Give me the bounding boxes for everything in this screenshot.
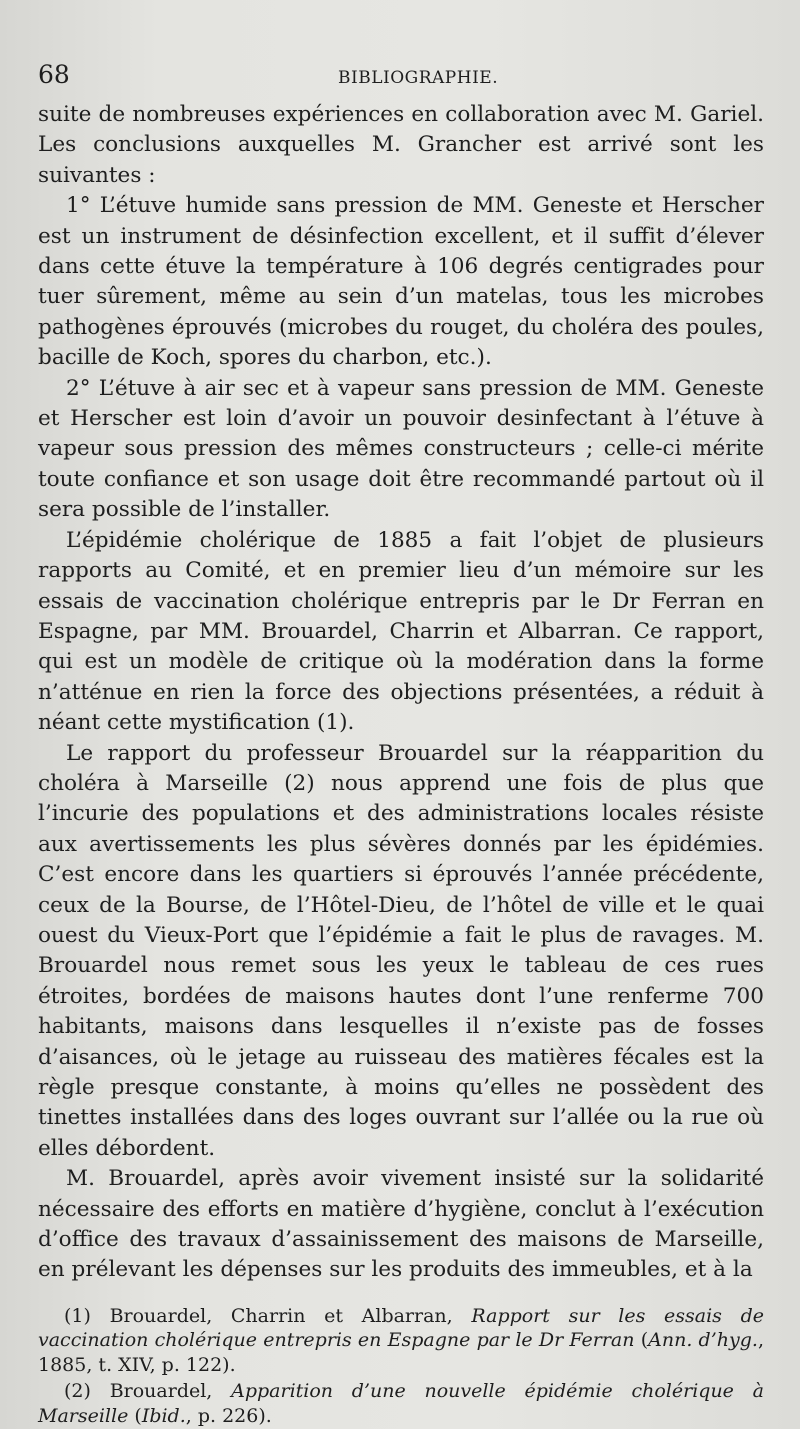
footnote-details: , 1885, t. XIV, p. 122).	[38, 1329, 764, 1376]
footnote-source: Ibid.	[141, 1404, 186, 1427]
paragraph-dry-air-sterilizer: 2° L’étuve à air sec et à vapeur sans pression de MM. Geneste et Herscher est loin d’avoir un pouvoir desinfectant à l’étuve à vapeur sous pression des mêmes constructeurs ; celle-ci mérite toute confiance et son usage doit être recommandé partout où il sera possible de l’installer.	[38, 375, 764, 523]
footnote-source-open: (	[134, 1404, 142, 1427]
footnote-authors: Brouardel,	[109, 1380, 213, 1403]
paragraph-marseille-report: Le rapport du professeur Brouardel sur la réapparition du choléra à Marseille (2) nous apprend une fois de plus que l’incurie des populations et des administrations locales résiste aux avertissements les plus sévères donnés par les épidémies. C’est encore dans les quartiers si éprouvés l’année précédente, ceux de la Bourse, de l’Hôtel-Dieu, de l’hôtel de ville et le quai ouest du Vieux-Port que l’épidémie a fait le plus de ravages. M. Brouardel nous remet sous les yeux le tableau de ces rues étroites, bordées de maisons hautes dont l’une renferme 700 habitants, maisons dans lesquelles il n’existe pas de fosses d’aisances, où le jetage au ruisseau des matières fécales est la règle presque constante, à moins qu’elles ne possèdent des tinettes installées dans des loges ouvrant sur l’allée ou la rue où elles débordent.	[38, 740, 764, 1161]
page-number: 68	[38, 60, 70, 89]
footnote-2	[38, 1379, 764, 1428]
footnote-title: Apparition d’une nouvelle épidémie cholérique à Marseille	[38, 1380, 765, 1427]
footnote-details: , p. 226).	[185, 1404, 272, 1427]
footnote-title: Rapport sur les essais de vaccination cholérique entrepris en Espagne par le Dr Ferran	[38, 1304, 764, 1352]
footnote-source-open: (	[640, 1329, 649, 1352]
footnote-1	[38, 1304, 764, 1378]
footnote-mark: (1)	[64, 1304, 91, 1327]
paragraph-cholera-epidemic: L’épidémie cholérique de 1885 a fait l’objet de plusieurs rapports au Comité, et en premier lieu d’un mémoire sur les essais de vaccination cholérique entrepris par le Dr Ferran en Espagne, par MM. Brouardel, Charrin et Albarran. Ce rapport, qui est un modèle de critique où la modération dans la forme n’atténue en rien la force des objections présentées, a réduit à néant cette mystification (1).	[38, 527, 764, 736]
page-header	[38, 60, 764, 94]
running-head: BIBLIOGRAPHIE.	[338, 68, 499, 88]
paragraph-brouardel-conclusion: M. Brouardel, après avoir vivement insisté sur la solidarité nécessaire des efforts en matière d’hygiène, conclut à l’exécution d’office des travaux d’assainissement des maisons de Marseille, en prélevant les dépenses sur les produits des immeubles, et à la	[38, 1166, 764, 1283]
paragraph-humid-sterilizer: 1° L’étuve humide sans pression de MM. Geneste et Herscher est un instrument de désinfection excellent, et il suffit d’élever dans cette étuve la température à 106 degrés centigrades pour tuer sûrement, même au sein d’un matelas, tous les microbes pathogènes éprouvés (microbes du rouget, du choléra des poules, bacille de Koch, spores du charbon, etc.).	[38, 193, 764, 371]
body-text	[38, 100, 764, 1286]
paragraph-continuation: suite de nombreuses expériences en collaboration avec M. Gariel. Les conclusions auxquelles M. Grancher est arrivé sont les suivantes :	[38, 102, 764, 188]
footnote-mark: (2)	[64, 1380, 91, 1403]
footnote-authors: Brouardel, Charrin et Albarran,	[109, 1304, 453, 1327]
footnote-source: Ann. d’hyg.	[648, 1329, 758, 1352]
footnotes	[38, 1304, 764, 1429]
